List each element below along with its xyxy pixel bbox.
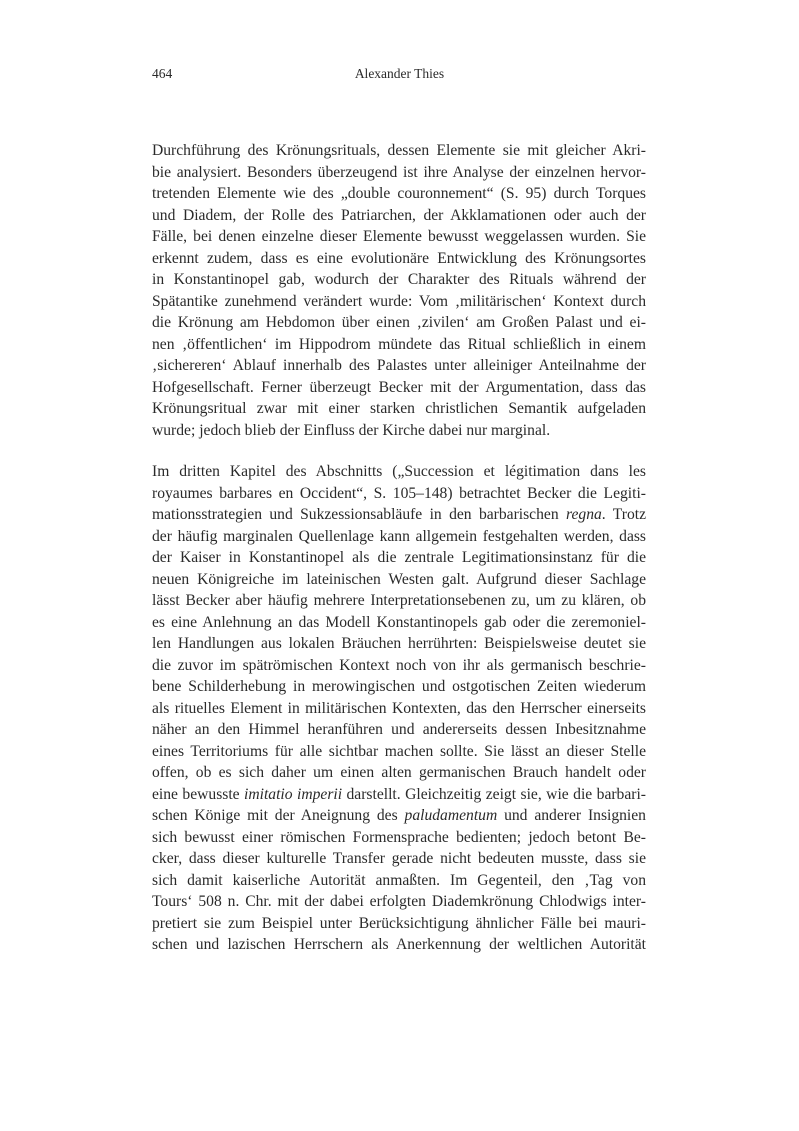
text-segment: bene Schilderhebung in merowingischen und ostgotischen Zeiten wiederum (152, 678, 646, 695)
text-line (152, 870, 646, 892)
text-line (152, 377, 646, 399)
text-segment: nen ‚öffentlichen‘ im Hippodrom mündete das Ritual schließlich in einem (152, 335, 646, 353)
text-line (152, 676, 646, 698)
text-segment: mationsstrategien und Sukzessionsabläufe in den barbarischen (152, 506, 566, 523)
text-segment: als rituelles Element in militärischen Kontexten, das den Herrscher einerseits (152, 699, 646, 717)
text-line (152, 762, 646, 784)
text-line (152, 569, 646, 591)
text-segment: wurde; jedoch blieb der Einfluss der Kirche dabei nur marginal. (152, 421, 551, 439)
running-title: Alexander Thies (354, 66, 445, 81)
text-segment: eine bewusste (152, 785, 245, 803)
text-segment: cker, dass dieser kulturelle Transfer gerade nicht bedeuten musste, dass sie (152, 850, 646, 867)
text-segment: erkennt zudem, dass es eine evolutionäre Entwicklung des Krönungsortes (152, 249, 646, 267)
text-segment: Fälle, bei denen einzelne dieser Elemente bewusst weggelassen wurden. Sie (152, 228, 646, 245)
text-segment: schen und lazischen Herrschern als Anerkennung der weltlichen Autorität (152, 936, 646, 953)
text-line (152, 162, 646, 184)
text-line (152, 698, 646, 720)
text-line (152, 547, 646, 569)
text-segment: offen, ob es sich daher um einen alten germanischen Brauch handelt oder (152, 764, 646, 781)
text-line (152, 312, 646, 334)
text-line (152, 612, 646, 634)
text-line (152, 719, 646, 741)
text-segment: sich damit kaiserliche Autorität anmaßten. Im Gegenteil, den ‚Tag von (152, 871, 646, 889)
italic-term: paludamentum (404, 807, 498, 824)
text-line (152, 269, 646, 291)
text-segment: in Konstantinopel gab, wodurch der Charakter des Rituals während der (152, 271, 646, 288)
text-line (152, 633, 646, 655)
text-segment: ‚sichereren‘ Ablauf innerhalb des Palastes unter alleiniger Anteilnahme der (152, 357, 646, 374)
text-segment: und Diadem, der Rolle des Patriarchen, der Akklamationen oder auch der (152, 206, 646, 224)
text-segment: näher an den Himmel heranführen und andererseits dessen Inbesitznahme (152, 721, 646, 738)
italic-term: imitatio imperii (244, 785, 343, 803)
text-line (152, 248, 646, 270)
text-line (152, 784, 646, 806)
text-line (152, 526, 646, 548)
text-line (152, 461, 646, 483)
text-segment: Tours‘ 508 n. Chr. mit der dabei erfolgten Diademkrönung Chlodwigs inter- (152, 893, 646, 910)
text-segment: und anderer Insignien (497, 807, 646, 824)
text-line (152, 226, 646, 248)
text-line (152, 334, 646, 356)
text-line (152, 420, 646, 442)
text-segment: Krönungsritual zwar mit einer starken christlichen Semantik aufgeladen (152, 400, 646, 417)
text-segment: neuen Königreiche im lateinischen Westen galt. Aufgrund dieser Sachlage (152, 570, 646, 588)
text-line (152, 913, 646, 935)
text-line (152, 291, 646, 313)
text-line (152, 848, 646, 870)
text-line (152, 483, 646, 505)
italic-term: regna (565, 506, 602, 523)
text-line (152, 183, 646, 205)
text-segment: bie analysiert. Besonders überzeugend ist ihre Analyse der einzelnen hervor- (152, 163, 646, 181)
text-segment: Im dritten Kapitel des Abschnitts („Succession et légitimation dans les (152, 463, 646, 480)
page-number: 464 (152, 66, 173, 81)
text-segment: lässt Becker aber häufig mehrere Interpretationsebenen zu, um zu klären, ob (152, 592, 646, 609)
text-line (152, 398, 646, 420)
text-segment: die zuvor im spätrömischen Kontext noch von ihr als germanisch beschrie- (152, 656, 646, 674)
text-segment: eines Territoriums für alle sichtbar machen sollte. Sie lässt an dieser Stelle (152, 742, 646, 760)
text-segment: der Kaiser in Konstantinopel als die zentrale Legitimationsinstanz für die (152, 549, 646, 566)
text-segment: sich bewusst einer römischen Formensprache bedienten; jedoch betont Be- (152, 828, 646, 846)
text-segment: schen Könige mit der Aneignung des (152, 807, 405, 824)
text-segment: darstellt. Gleichzeitig zeigt sie, wie die barbari- (342, 785, 646, 803)
text-segment: . Trotz (601, 506, 646, 523)
text-line (152, 355, 646, 377)
text-segment: royaumes barbares en Occident“, S. 105–148) betrachtet Becker die Legiti- (152, 484, 646, 502)
text-line (152, 590, 646, 612)
text-segment: pretiert sie zum Beispiel unter Berücksichtigung ähnlicher Fälle bei mauri- (152, 914, 646, 932)
text-segment: Durchführung des Krönungsrituals, dessen Elemente sie mit gleicher Akri- (152, 142, 646, 159)
text-segment: der häufig marginalen Quellenlage kann allgemein festgehalten werden, dass (152, 527, 646, 545)
paragraph-2 (152, 461, 646, 956)
text-line (152, 827, 646, 849)
text-segment: tretenden Elemente wie des „double couronnement“ (S. 95) durch Torques (152, 185, 646, 202)
text-line (152, 891, 646, 913)
text-segment: len Handlungen aus lokalen Bräuchen herrührten: Beispielsweise deutet sie (152, 635, 646, 652)
text-segment: es eine Anlehnung an das Modell Konstantinopels gab oder die zeremoniel- (152, 613, 646, 631)
text-line (152, 741, 646, 763)
paragraph-1 (152, 140, 646, 441)
text-line (152, 805, 646, 827)
text-segment: Spätantike zunehmend verändert wurde: Vom ‚militärischen‘ Kontext durch (152, 292, 646, 310)
text-line (152, 205, 646, 227)
text-line (152, 934, 646, 956)
text-line (152, 140, 646, 162)
text-line (152, 655, 646, 677)
text-line (152, 504, 646, 526)
text-segment: Hofgesellschaft. Ferner überzeugt Becker mit der Argumentation, dass das (152, 378, 646, 396)
text-segment: die Krönung am Hebdomon über einen ‚zivilen‘ am Großen Palast und ei- (152, 314, 646, 331)
